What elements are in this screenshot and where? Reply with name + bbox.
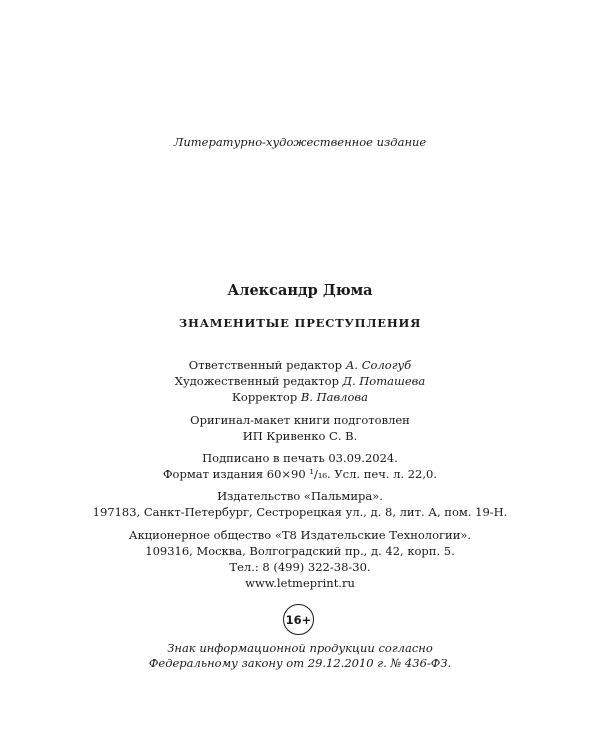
editor-label: Ответственный редактор [188, 358, 346, 372]
publisher-name: Издательство «Пальмира». [217, 489, 383, 503]
book-title: ЗНАМЕНИТЫЕ ПРЕСТУПЛЕНИЯ [178, 316, 422, 330]
proofreader-name: В. Павлова [300, 390, 368, 404]
print-info-block [0, 450, 600, 482]
editor-line [0, 357, 600, 373]
proofreader-line [0, 389, 600, 405]
publisher-block [0, 488, 600, 520]
art-editor-name: Д. Поташева [342, 374, 426, 388]
print-format: Формат издания 60×90 ¹/₁₆. Усл. печ. л. 22,0. [163, 467, 437, 481]
editor-name: А. Сологуб [345, 358, 412, 372]
layout-line-1: Оригинал-макет книги подготовлен [190, 413, 410, 427]
author-name: Александр Дюма [227, 282, 373, 299]
printer-block [0, 527, 600, 591]
proofreader-label: Корректор [232, 390, 301, 404]
age-rating-badge: 16+ [283, 604, 314, 635]
printer-name: Акционерное общество «Т8 Издательские Технологии». [128, 528, 472, 542]
art-editor-label: Художественный редактор [174, 374, 343, 388]
printer-phone: Тел.: 8 (499) 322-38-30. [229, 560, 371, 574]
notice-line-2: Федеральному закону от 29.12.2010 г. № 436-ФЗ. [148, 656, 452, 670]
information-notice [0, 641, 600, 671]
layout-line-2: ИП Кривенко С. В. [242, 429, 358, 443]
art-editor-line [0, 373, 600, 389]
print-signed-date: Подписано в печать 03.09.2024. [202, 451, 398, 465]
credits-block [0, 357, 600, 405]
printer-address: 109316, Москва, Волгоградский пр., д. 42, корп. 5. [145, 544, 455, 558]
printer-website: www.letmeprint.ru [245, 576, 355, 590]
notice-line-1: Знак информационной продукции согласно [167, 641, 433, 655]
genre-label: Литературно-художественное издание [173, 135, 427, 149]
layout-block [0, 412, 600, 444]
publisher-address: 197183, Санкт-Петербург, Сестрорецкая ул., д. 8, лит. А, пом. 19-Н. [92, 505, 508, 519]
